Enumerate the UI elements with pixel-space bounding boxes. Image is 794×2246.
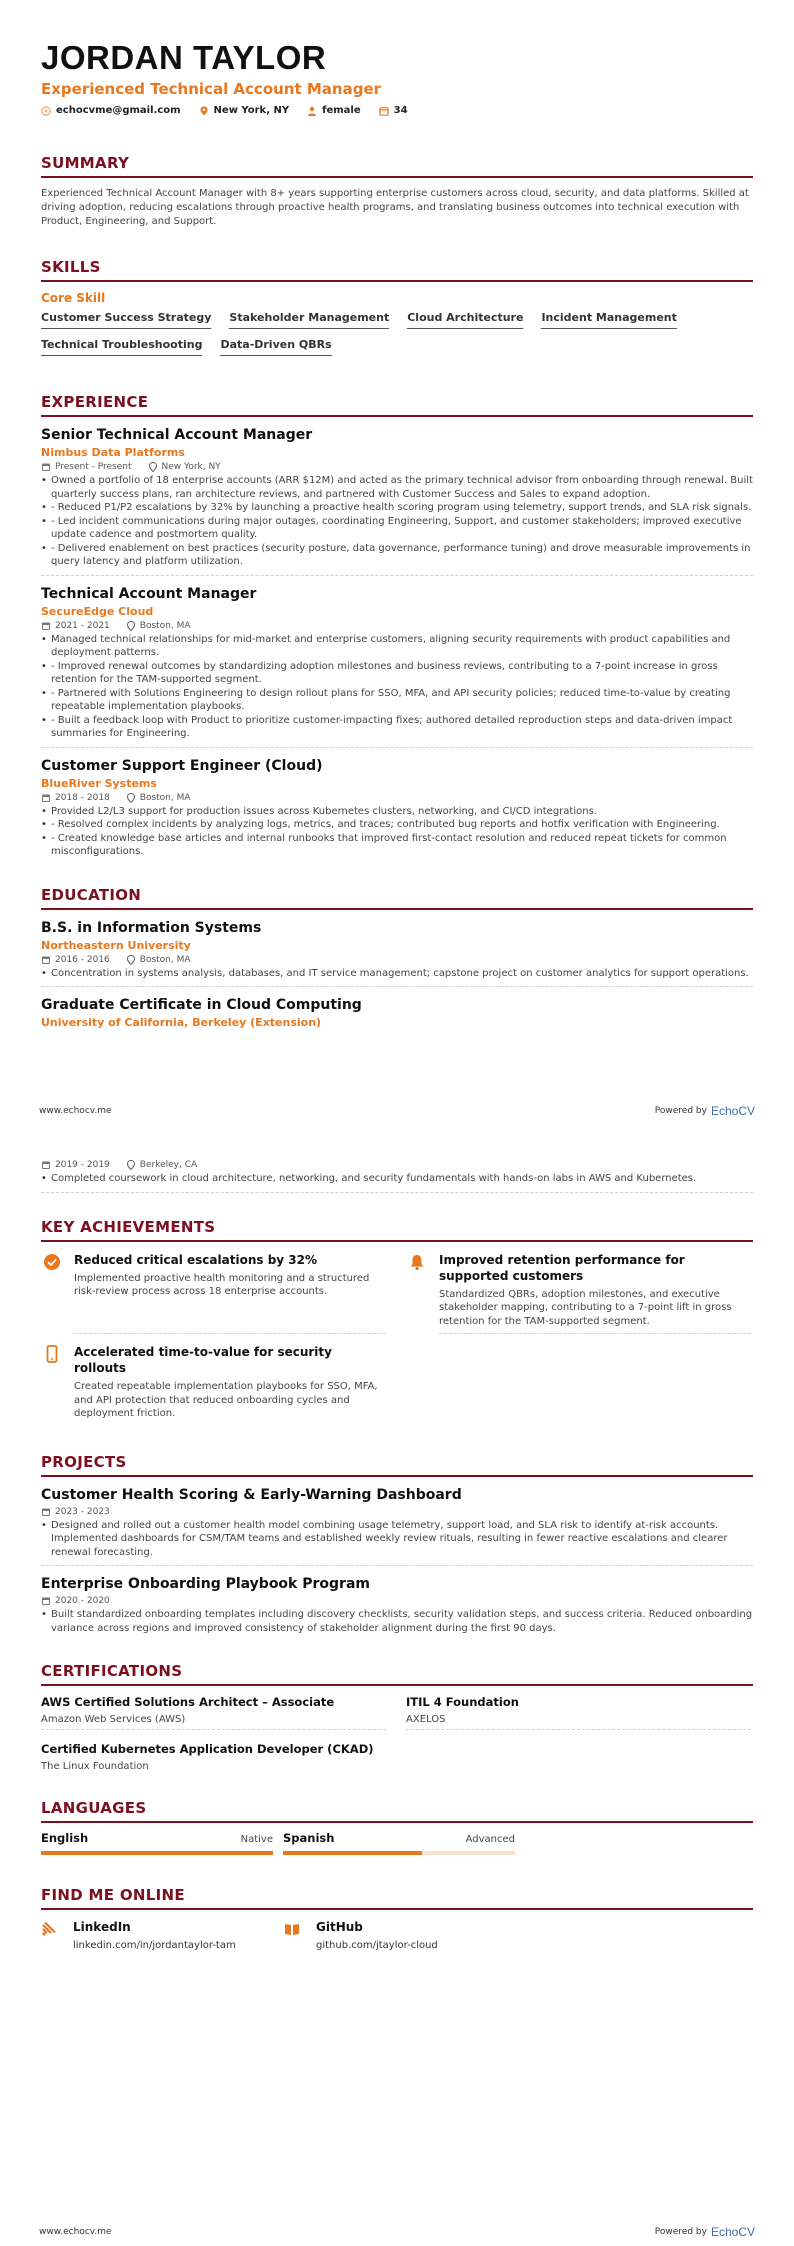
contact-age <box>379 105 408 116</box>
job-title: Customer Support Engineer (Cloud) <box>41 757 323 774</box>
achievement-desc: Implemented proactive health monitoring and a structured risk-review process across 18 enterprise accounts. <box>74 1272 370 1297</box>
calendar-icon <box>41 1507 51 1517</box>
achievement-desc: Created repeatable implementation playbooks for SSO, MFA, and API protection that reduced onboarding cycles and deployment friction. <box>74 1381 378 1419</box>
education-entry <box>41 919 753 988</box>
footer-powered-by <box>655 1104 755 1118</box>
candidate-headline: Experienced Technical Account Manager <box>41 80 382 98</box>
calendar-icon <box>41 793 51 803</box>
education-location: Boston, MA <box>139 954 191 965</box>
page-footer <box>39 2225 755 2239</box>
list-item: • Managed technical relationships for mid-market and enterprise customers, aligning security requirements with product capabilities and deployment patterns. <box>41 633 753 660</box>
footer-brand-logo[interactable]: EchoCV <box>710 1104 755 1118</box>
education-meta <box>41 1160 753 1170</box>
experience-entry <box>41 757 753 865</box>
calendar-icon <box>41 621 51 631</box>
list-item: • Designed and rolled out a customer health model combining usage telemetry, support load, and SLA risk to identify at-risk accounts. Implemented dashboards for CSM/TAM teams and established weekly review rituals, resulting in fewer reactive escalations and clearer renewal forecasting. <box>41 1519 753 1560</box>
list-item: • Concentration in systems analysis, databases, and IT service management; capstone project on customer analytics for support operations. <box>41 967 753 981</box>
education-dates: 2019 - 2019 <box>55 1160 110 1170</box>
candidate-name: JORDAN TAYLOR <box>41 39 327 76</box>
page-footer <box>39 1104 755 1118</box>
certifications-section <box>41 1661 753 1776</box>
languages-list <box>41 1831 753 1855</box>
education-entry <box>41 996 753 1029</box>
certifications-title: CERTIFICATIONS <box>41 1661 753 1686</box>
calendar-icon <box>41 1596 51 1606</box>
skill-tag: Customer Success Strategy <box>41 311 211 329</box>
email-icon <box>41 106 51 116</box>
company-name: Nimbus Data Platforms <box>41 446 185 459</box>
certification-item <box>41 1742 386 1776</box>
job-location: Boston, MA <box>139 792 191 803</box>
job-dates: 2021 - 2021 <box>55 620 110 631</box>
github-icon <box>284 1921 300 1937</box>
summary-section <box>41 153 753 229</box>
badge-check-icon <box>43 1253 61 1271</box>
job-dates: Present - Present <box>55 462 132 472</box>
project-name: Customer Health Scoring & Early-Warning Dashboard <box>41 1486 462 1503</box>
certification-name: ITIL 4 Foundation <box>406 1695 519 1709</box>
language-bar-track <box>41 1851 273 1855</box>
contact-email[interactable] <box>41 105 181 116</box>
projects-section <box>41 1452 753 1642</box>
project-meta <box>41 1596 753 1606</box>
contact-location <box>199 105 290 116</box>
certification-name: AWS Certified Solutions Architect – Associate <box>41 1695 335 1709</box>
school-name: Northeastern University <box>41 938 191 952</box>
education-title: EDUCATION <box>41 885 753 910</box>
list-item: • Built standardized onboarding templates including discovery checklists, security validation steps, and success criteria. Reduced onboarding variance across regions and improved consistency of stakeholder alignment during the first 90 days. <box>41 1608 753 1635</box>
project-dates: 2023 - 2023 <box>55 1506 110 1517</box>
projects-title: PROJECTS <box>41 1452 753 1477</box>
job-bullets <box>41 805 753 859</box>
education-dates: 2016 - 2016 <box>55 954 110 965</box>
achievement-item <box>41 1252 386 1335</box>
calendar-icon <box>41 462 51 472</box>
achievements-grid <box>41 1252 753 1426</box>
linkedin-icon <box>41 1921 57 1937</box>
job-meta <box>41 793 753 803</box>
skills-section <box>41 257 753 356</box>
skill-tag: Cloud Architecture <box>407 311 523 329</box>
resume-header <box>41 40 753 116</box>
bell-icon <box>408 1253 426 1271</box>
footer-powered-text: Powered by <box>654 1106 707 1116</box>
certification-item <box>406 1695 751 1730</box>
list-item: • - Delivered enablement on best practices (security posture, data governance, performance tuning) and drove measurable improvements in query latency and platform utilization. <box>41 542 753 569</box>
job-location: New York, NY <box>161 462 221 472</box>
online-item-name: GitHub <box>316 1920 363 1934</box>
skill-tag: Stakeholder Management <box>229 311 389 329</box>
location-pin-icon <box>126 955 136 965</box>
job-meta <box>41 621 753 631</box>
achievement-item <box>41 1344 386 1426</box>
certifications-grid <box>41 1695 753 1776</box>
experience-title: EXPERIENCE <box>41 392 753 417</box>
language-bar-fill <box>283 1851 422 1855</box>
company-name: BlueRiver Systems <box>41 776 157 790</box>
languages-section <box>41 1798 753 1855</box>
contact-email-text: echocvme@gmail.com <box>56 105 181 116</box>
project-name: Enterprise Onboarding Playbook Program <box>41 1576 370 1592</box>
job-title: Technical Account Manager <box>41 585 257 602</box>
list-item: • - Led incident communications during major outages, coordinating Engineering, Support, and customer stakeholders; improved executive update cadence and postmortem quality. <box>41 515 753 542</box>
job-bullets <box>41 474 753 569</box>
list-item: • Owned a portfolio of 18 enterprise accounts (ARR $12M) and acted as the primary technical advisor from onboarding through renewal. Built quarterly success plans, ran architecture reviews, and partnered with Customer Success and Sales to expand adoption. <box>41 474 753 501</box>
languages-title: LANGUAGES <box>41 1798 753 1823</box>
experience-entry <box>41 426 753 576</box>
degree-name: Graduate Certificate in Cloud Computing <box>41 997 362 1013</box>
language-item <box>41 1831 273 1855</box>
calendar-icon <box>379 106 389 116</box>
project-entry <box>41 1486 753 1567</box>
certification-name: Certified Kubernetes Application Developer (CKAD) <box>41 1742 374 1756</box>
achievement-desc: Standardized QBRs, adoption milestones, and executive stakeholder mapping, contributing to a 7-point lift in gross retention for the TAM-supported segment. <box>439 1288 732 1327</box>
contact-gender-text: female <box>322 105 361 116</box>
online-list <box>41 1920 753 1951</box>
skill-tag: Technical Troubleshooting <box>41 338 202 356</box>
education-location: Berkeley, CA <box>139 1160 198 1170</box>
project-bullets <box>41 1519 753 1560</box>
footer-powered-by <box>655 2225 755 2239</box>
resume-sheet-1 <box>41 40 753 1029</box>
list-item: • - Resolved complex incidents by analyzing logs, metrics, and traces; contributed bug reports and hotfix verification with Engineering. <box>41 818 753 832</box>
certification-issuer: AXELOS <box>406 1714 751 1730</box>
achievement-title: Reduced critical escalations by 32% <box>74 1252 317 1267</box>
summary-title: SUMMARY <box>41 153 753 178</box>
experience-entry <box>41 585 753 748</box>
contact-gender <box>307 105 361 116</box>
footer-powered-text: Powered by <box>654 2227 707 2237</box>
language-level: Native <box>240 1834 273 1845</box>
company-name: SecureEdge Cloud <box>41 604 154 618</box>
calendar-icon <box>41 955 51 965</box>
certification-item <box>41 1695 386 1730</box>
location-pin-icon <box>199 106 209 116</box>
location-pin-icon <box>148 462 158 472</box>
list-item: • - Improved renewal outcomes by standardizing adoption milestones and business reviews, contributing to a 7-point increase in gross retention for the TAM-supported segment. <box>41 660 753 687</box>
online-item-linkedin[interactable] <box>41 1920 284 1951</box>
achievement-title: Accelerated time-to-value for security rollouts <box>74 1345 332 1375</box>
achievements-section <box>41 1217 753 1426</box>
location-pin-icon <box>126 793 136 803</box>
online-section <box>41 1885 753 1951</box>
language-bar-track <box>283 1851 515 1855</box>
list-item: • Provided L2/L3 support for production issues across Kubernetes clusters, networking, and CI/CD integrations. <box>41 805 753 819</box>
project-entry <box>41 1575 753 1641</box>
education-meta <box>41 955 753 965</box>
list-item: • - Built a feedback loop with Product to prioritize customer-impacting fixes; authored detailed reproduction steps and data-driven impact summaries for Engineering. <box>41 714 753 741</box>
experience-section <box>41 392 753 865</box>
degree-name: B.S. in Information Systems <box>41 919 262 936</box>
project-meta <box>41 1507 753 1517</box>
project-bullets <box>41 1608 753 1635</box>
project-dates: 2020 - 2020 <box>55 1596 110 1606</box>
contact-location-text: New York, NY <box>213 105 290 116</box>
contact-age-text: 34 <box>393 105 408 116</box>
education-entry-continued <box>41 1160 753 1193</box>
online-item-url[interactable]: github.com/jtaylor-cloud <box>316 1940 438 1951</box>
online-item-github[interactable] <box>284 1920 527 1951</box>
education-bullets <box>41 967 753 981</box>
location-pin-icon <box>126 1160 136 1170</box>
online-item-url[interactable]: linkedin.com/in/jordantaylor-tam <box>73 1940 236 1951</box>
footer-site-link[interactable]: www.echocv.me <box>39 1106 112 1116</box>
education-section <box>41 885 753 1030</box>
job-meta <box>41 462 753 472</box>
list-item: • - Created knowledge base articles and internal runbooks that improved first-contact resolution and reduced repeat tickets for common misconfigurations. <box>41 832 753 859</box>
achievements-title: KEY ACHIEVEMENTS <box>41 1217 753 1242</box>
language-level: Advanced <box>465 1834 515 1845</box>
mobile-icon <box>43 1345 61 1363</box>
resume-sheet-2 <box>41 1157 753 1951</box>
footer-site-link[interactable]: www.echocv.me <box>39 2227 112 2237</box>
skills-list <box>41 311 731 356</box>
user-icon <box>307 106 317 116</box>
skill-tag: Incident Management <box>541 311 676 329</box>
online-title: FIND ME ONLINE <box>41 1885 753 1910</box>
summary-text: Experienced Technical Account Manager with 8+ years supporting enterprise customers across cloud, security, and data platforms. Skilled at driving adoption, reducing escalations through proactive health programs, and translating business outcomes into technical execution with Product, Engineering, and Support. <box>41 188 749 227</box>
skills-title: SKILLS <box>41 257 753 282</box>
list-item: • - Reduced P1/P2 escalations by 32% by launching a proactive health scoring program using telemetry, support trends, and SLA risk signals. <box>41 501 753 515</box>
job-bullets <box>41 633 753 741</box>
certification-issuer: Amazon Web Services (AWS) <box>41 1714 386 1730</box>
language-name: English <box>41 1831 89 1845</box>
skills-group-title: Core Skill <box>41 291 106 305</box>
certification-issuer: The Linux Foundation <box>41 1761 149 1772</box>
job-location: Boston, MA <box>139 620 191 631</box>
calendar-icon <box>41 1160 51 1170</box>
achievement-item <box>406 1252 751 1335</box>
contact-row <box>41 105 753 116</box>
location-pin-icon <box>126 621 136 631</box>
achievement-title: Improved retention performance for supported customers <box>439 1252 685 1283</box>
footer-brand-logo[interactable]: EchoCV <box>710 2225 755 2239</box>
job-title: Senior Technical Account Manager <box>41 427 313 443</box>
job-dates: 2018 - 2018 <box>55 792 110 803</box>
language-name: Spanish <box>283 1831 335 1845</box>
skill-tag: Data-Driven QBRs <box>220 338 331 356</box>
education-bullets <box>41 1172 753 1186</box>
school-name: University of California, Berkeley (Extension) <box>41 1016 322 1029</box>
list-item: • Completed coursework in cloud architecture, networking, and security fundamentals with hands-on labs in AWS and Kubernetes. <box>41 1172 753 1186</box>
language-bar-fill <box>41 1851 273 1855</box>
list-item: • - Partnered with Solutions Engineering to design rollout plans for SSO, MFA, and API security policies; reduced time-to-value by creating repeatable implementation playbooks. <box>41 687 753 714</box>
online-item-name: LinkedIn <box>73 1920 131 1934</box>
language-item <box>283 1831 515 1855</box>
